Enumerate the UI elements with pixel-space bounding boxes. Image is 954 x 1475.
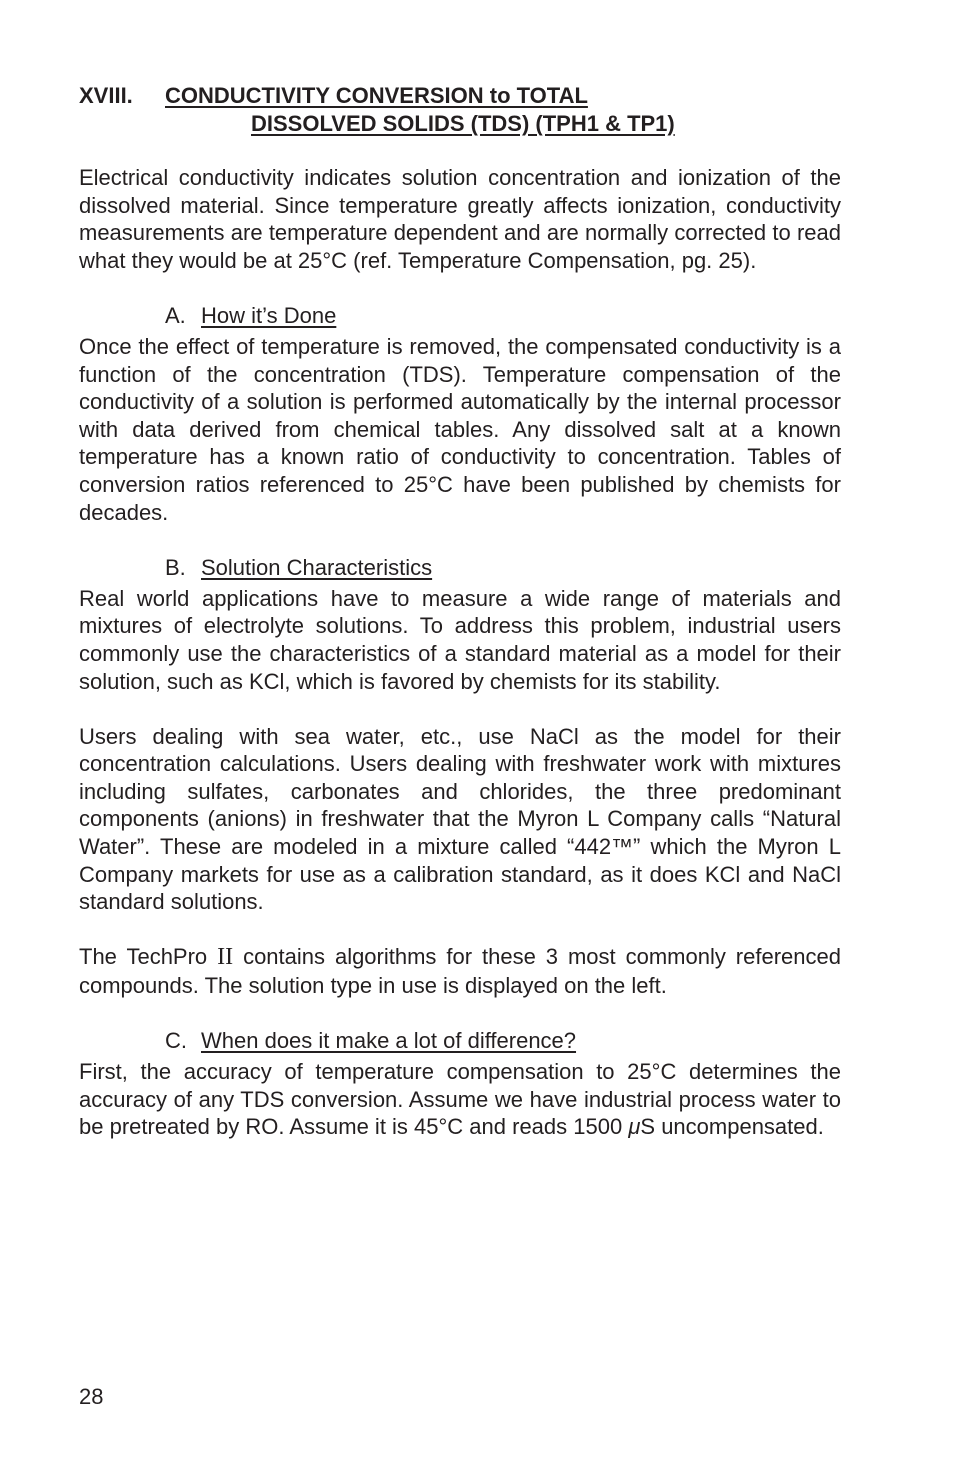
document-page xyxy=(79,82,841,1141)
body-c-suffix: S uncompensated. xyxy=(640,1114,824,1140)
roman-two: II xyxy=(217,944,234,971)
subsection-c-body xyxy=(79,1058,841,1141)
subsection-c-heading xyxy=(79,1027,841,1055)
subsection-a-body: Once the effect of temperature is removed, the compensated conductivity is a function of the concentration (TDS). Temperature compensation of the conductivity of a solution is performed automatically by the internal processor with data derived from chemical tables. Any dissolved salt at a known temperature has a known ratio of conductivity to concentration. Tables of conversion ratios referenced to 25°C have been published by chemists for decades. xyxy=(79,333,841,525)
subsection-a-letter: A. xyxy=(165,302,186,328)
section-number: XVIII. xyxy=(79,83,133,108)
body-c-prefix: First, the accuracy of temperature compensation to 25°C determines the accuracy of any TDS conversion. Assume we have industrial process water to be pretreated by RO. Assume it is 45°C and reads 1500 xyxy=(79,1059,841,1140)
micro-symbol: μ xyxy=(628,1114,641,1140)
subsection-b-letter: B. xyxy=(165,554,186,580)
body3-suffix: contains algorithms for these 3 most commonly referenced compounds. The solution type in use is displayed on the left. xyxy=(79,944,841,999)
subsection-b-body-1: Real world applications have to measure a wide range of materials and mixtures of electrolyte solutions. To address this problem, industrial users commonly use the characteristics of a standard material as a model for their solution, such as KCl, which is favored by chemists for its stability. xyxy=(79,585,841,694)
subsection-a-heading xyxy=(79,302,841,330)
subsection-b-title: Solution Characteristics xyxy=(201,554,433,580)
subsection-b-heading xyxy=(79,554,841,582)
section-title-line1: CONDUCTIVITY CONVERSION to TOTAL xyxy=(165,83,588,108)
section-heading xyxy=(79,82,841,138)
subsection-a-title: How it’s Done xyxy=(201,302,337,328)
subsection-c-letter: C. xyxy=(165,1028,187,1054)
subsection-b-body-3 xyxy=(79,943,841,999)
intro-paragraph: Electrical conductivity indicates solution concentration and ionization of the dissolved material. Since temperature greatly affects ionization, conductivity measurements are temperature dependent and are normally corrected to read what they would be at 25°C (ref. Temperature Compensation, pg. 25). xyxy=(79,165,841,273)
body3-prefix: The TechPro xyxy=(79,944,208,970)
subsection-b-body-2: Users dealing with sea water, etc., use NaCl as the model for their concentration calculations. Users dealing with freshwater work with mixtures including sulfates, carbonates and chlorides, the three predominant components (anions) in freshwater that the Myron L Company calls “Natural Water”. These are modeled in a mixture called “442™” which the Myron L Company markets for use as a calibration standard, as it does KCl and NaCl standard solutions. xyxy=(79,723,841,915)
subsection-c-title: When does it make a lot of difference? xyxy=(201,1028,577,1054)
section-title-line2: DISSOLVED SOLIDS (TDS) (TPH1 & TP1) xyxy=(251,111,675,136)
page-number: 28 xyxy=(79,1384,104,1409)
